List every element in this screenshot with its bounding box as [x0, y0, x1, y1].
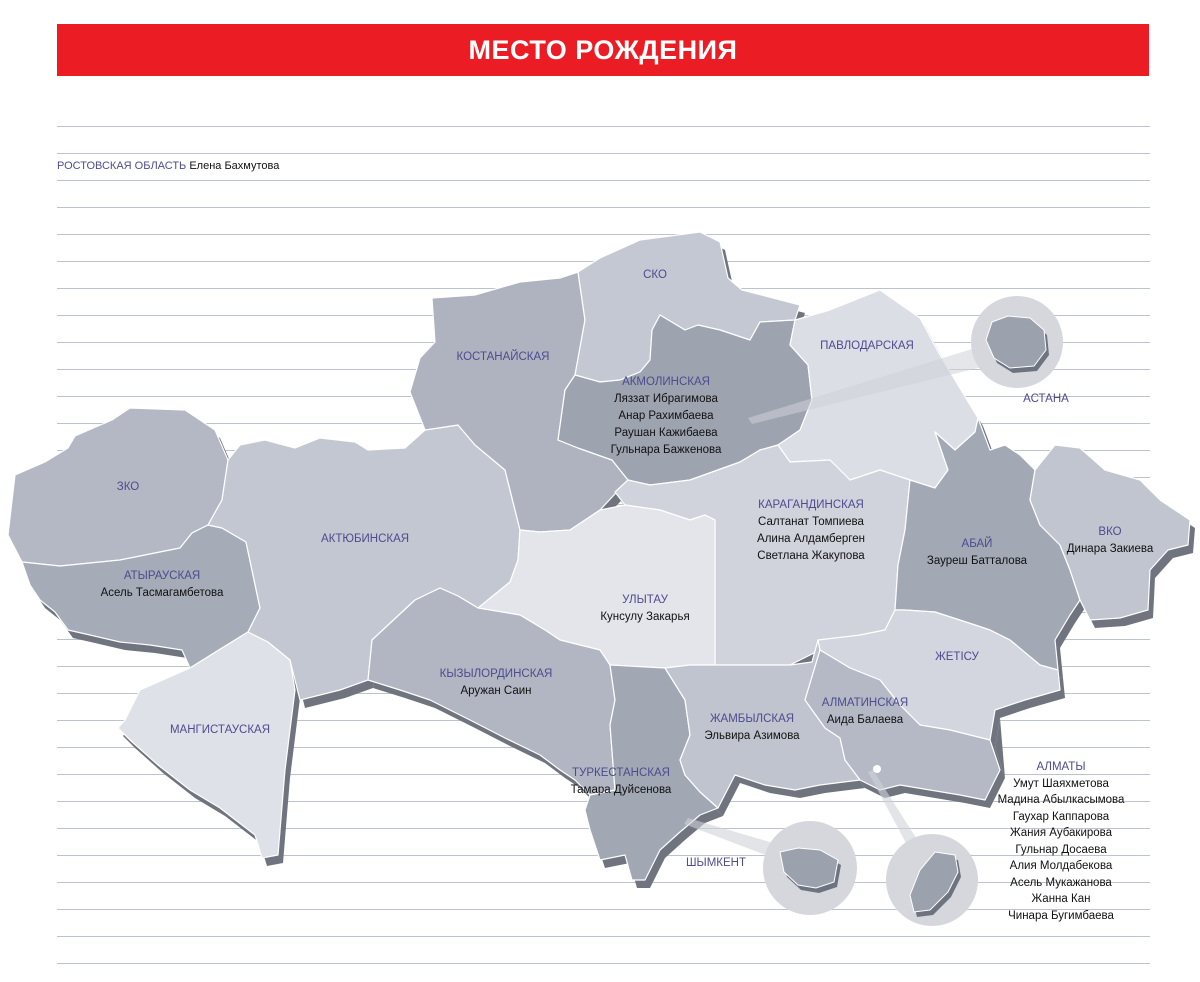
person-name: Светлана Жакупова [757, 550, 865, 562]
label-akmola [611, 374, 722, 459]
label-vko [1067, 524, 1154, 558]
region-name: АЛМАТИНСКАЯ [821, 697, 909, 709]
label-aktobe [321, 531, 409, 548]
region-name: ПАВЛОДАРСКАЯ [820, 340, 914, 352]
region-name: КАРАГАНДИНСКАЯ [758, 499, 864, 511]
region-name: АТЫРАУСКАЯ [123, 570, 201, 582]
region-mangistau [118, 632, 295, 858]
label-ulytau [600, 592, 689, 626]
region-name: ЗКО [116, 481, 140, 493]
region-name: АКТЮБИНСКАЯ [320, 533, 410, 545]
label-almaty-region [822, 695, 908, 729]
region-name: ВКО [1098, 526, 1122, 538]
almaty-city-dot [873, 765, 881, 773]
region-name: КОСТАНАЙСКАЯ [456, 351, 550, 363]
region-name: КЫЗЫЛОРДИНСКАЯ [439, 668, 553, 680]
person-name: Ляззат Ибрагимова [614, 393, 718, 405]
person-name: Жанна Кан [1031, 893, 1091, 905]
region-name: АКМОЛИНСКАЯ [622, 376, 710, 388]
region-name: СКО [643, 269, 667, 281]
region-name: АСТАНА [1023, 393, 1069, 405]
person-name: Гаухар Каппарова [1012, 810, 1110, 823]
region-name: ЖЕТІСУ [935, 651, 979, 663]
region-name: АЛМАТЫ [1036, 761, 1086, 773]
label-shymkent [686, 855, 746, 872]
label-turkestan [571, 765, 672, 799]
region-name: ШЫМКЕНТ [686, 857, 746, 869]
person-name: Умут Шаяхметова [1013, 777, 1109, 790]
person-name: Жания Аубакирова [1009, 827, 1113, 839]
region-name: АБАЙ [961, 538, 993, 550]
person-name: Асель Тасмагамбетова [100, 587, 224, 599]
outside-region-name: РОСТОВСКАЯ ОБЛАСТЬ [57, 160, 187, 172]
label-atyrau [101, 568, 224, 602]
label-mangistau [170, 722, 270, 739]
label-kostanay [457, 349, 550, 366]
person-name: Мадина Абылкасымова [997, 794, 1125, 806]
label-astana [1023, 391, 1069, 408]
person-name: Тамара Дуйсенова [570, 784, 672, 796]
person-name: Зауреш Батталова [926, 555, 1028, 567]
person-name: Алина Алдамберген [757, 533, 865, 545]
person-name: Чинара Бугимбаева [1008, 909, 1114, 922]
region-name: УЛЫТАУ [622, 594, 668, 606]
label-karaganda [757, 497, 865, 565]
person-name: Гульнар Досаева [1015, 843, 1107, 856]
label-pavlodar [820, 338, 914, 355]
person-name: Асель Мукажанова [1010, 876, 1112, 889]
person-name: Аида Балаева [826, 714, 904, 726]
person-name: Алия Молдабекова [1009, 860, 1113, 872]
person-name: Аружан Саин [460, 685, 532, 697]
label-sko [643, 267, 667, 284]
person-name: Анар Рахимбаева [618, 410, 714, 422]
page-title: МЕСТО РОЖДЕНИЯ [468, 35, 738, 65]
person-name: Раушан Кажибаева [614, 427, 718, 439]
label-zhetysu [935, 649, 979, 666]
outside-person-name: Елена Бахмутова [189, 160, 280, 172]
label-kyzylorda [440, 666, 553, 700]
label-zko [117, 479, 139, 496]
person-name: Кунсулу Закарья [600, 611, 690, 623]
person-name: Динара Закиева [1066, 543, 1154, 555]
person-name: Эльвира Азимова [704, 730, 800, 742]
region-name: МАНГИСТАУСКАЯ [169, 724, 271, 736]
region-name: ЖАМБЫЛСКАЯ [709, 713, 795, 725]
person-name: Салтанат Томпиева [758, 516, 864, 528]
region-name: ТУРКЕСТАНСКАЯ [572, 767, 670, 779]
label-zhambyl [704, 711, 799, 745]
label-almaty-city [998, 759, 1125, 924]
label-abai [927, 536, 1027, 570]
person-name: Гульнара Бажкенова [610, 444, 722, 456]
